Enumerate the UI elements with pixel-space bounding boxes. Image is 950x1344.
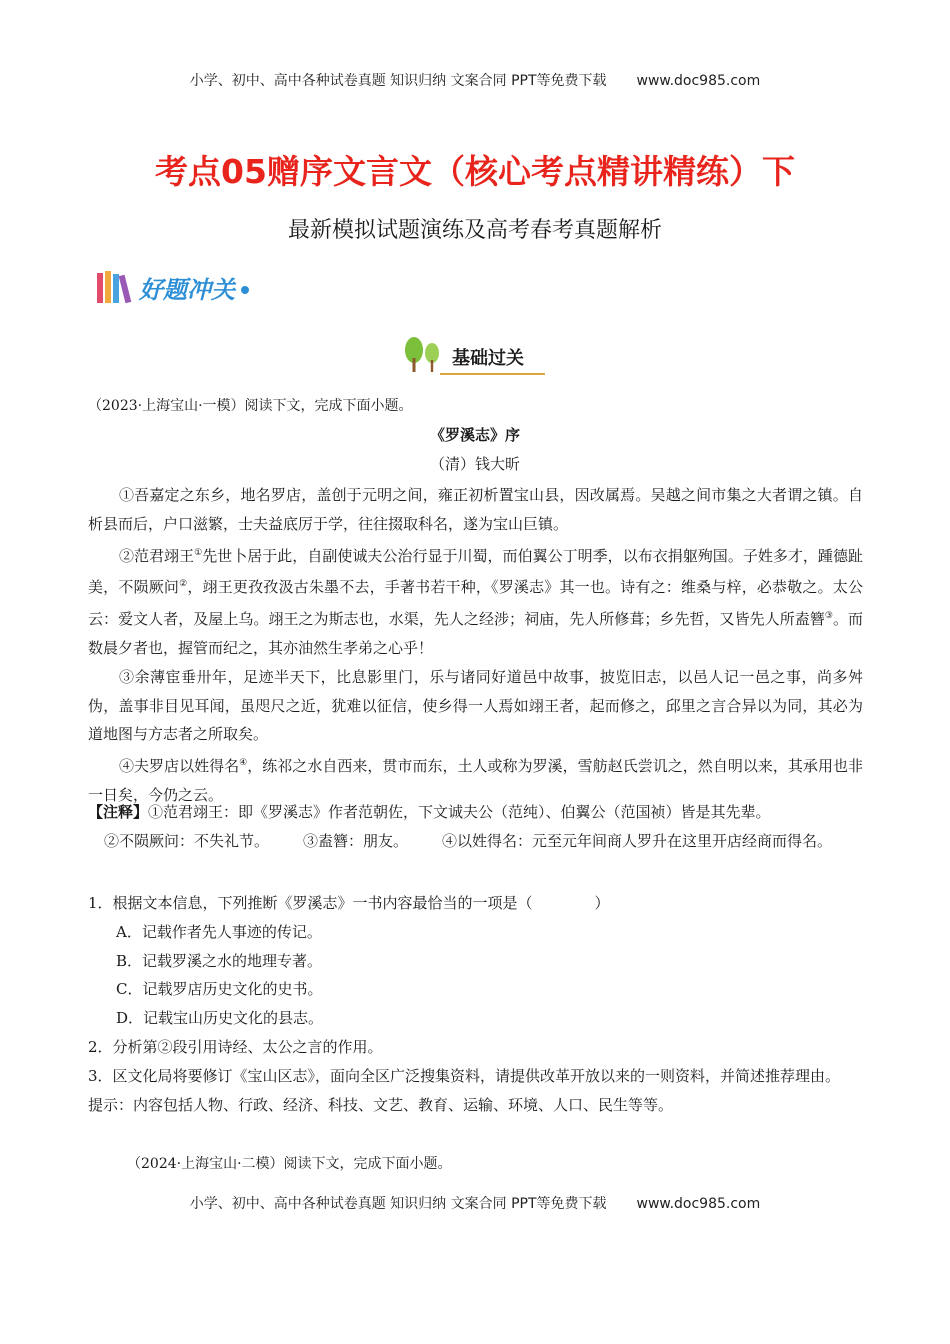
option-b: B．记载罗溪之水的地理专著。 <box>116 951 323 970</box>
section-underline <box>440 373 545 375</box>
footnote-mark: ④ <box>239 758 248 769</box>
next-question-intro: （2024·上海宝山·二模）阅读下文，完成下面小题。 <box>127 1156 452 1172</box>
question-2: 2．分析第②段引用诗经、太公之言的作用。 <box>88 1037 383 1056</box>
badge-dot <box>241 286 249 294</box>
question-1: 1．根据文本信息，下列推断《罗溪志》一书内容最恰当的一项是（ ） <box>88 894 610 912</box>
notes-label: 【注释】 <box>88 803 149 821</box>
badge-label: 好题冲关 <box>139 275 235 304</box>
page-footer <box>0 1193 950 1213</box>
passage-paragraph-1: ①吾嘉定之东乡，地名罗店，盖创于元明之间，雍正初析置宝山县，因改属焉。吴越之间市集之大者谓之镇。自析县而后，户口滋繁，士夫益底厉于学，往往掇取科名，遂为宝山巨镇。 <box>88 486 863 533</box>
section-heading <box>400 336 550 376</box>
section-label: 基础过关 <box>452 348 524 369</box>
page-subtitle: 最新模拟试题演练及高考春考真题解析 <box>287 218 662 243</box>
passage-paragraph-4: ④夫罗店以姓得名④，练祁之水自西来，贯市而东，土人或称为罗溪，雪舫赵氏尝讥之，然自明以来，其承用也非一日矣，今仍之云。 <box>88 757 863 804</box>
header-site-link[interactable]: www.doc985.com <box>636 73 761 89</box>
footnote-mark: ② <box>179 579 188 590</box>
option-a: A．记载作者先人事迹的传记。 <box>116 922 322 941</box>
footnote-mark: ③ <box>824 611 833 622</box>
passage-title: 《罗溪志》序 <box>429 426 520 444</box>
trees-icon <box>400 336 446 374</box>
option-d: D．记载宝山历史文化的县志。 <box>116 1009 324 1028</box>
page-title: 考点05赠序文言文（核心考点精讲精练）下 <box>155 152 795 191</box>
option-c: C．记载罗店历史文化的史书。 <box>116 980 323 999</box>
passage-paragraph-2: ②范君翊王①先世卜居于此，自副使诚夫公治行显于川蜀，而伯翼公丁明季，以布衣捐躯殉国。子姓多才，踵德趾美，不陨厥问②，翊王更孜孜汲古朱墨不去，手著书若干种，《罗溪志》其一也。诗有之：维桑与梓，必恭敬之。太公云：爱文人者，及屋上乌。翊王之为斯志也，水渠，先人之经涉；祠庙，先人所修葺；乡先哲，又皆先人所盍簪③。而数晨夕者也，握管而纪之，其亦油然生孝弟之心乎！ <box>88 546 863 657</box>
question-intro: （2023·上海宝山·一模）阅读下文，完成下面小题。 <box>88 398 413 414</box>
footnote-mark: ① <box>194 547 203 558</box>
passage-paragraph-3: ③余薄宦垂卅年，足迹半天下，比息影里门，乐与诸同好道邑中故事，披览旧志，以邑人记一邑之事，尚多舛伪，盖事非目见耳闻，虽咫尺之近，犹难以征信，使乡得一人焉如翊王者，起而修之，邱里之言合异以为同，其必为道地图与方志者之所取矣。 <box>88 667 863 744</box>
note-2-4: ②不陨厥问：不失礼节。 ③盍簪：朋友。 ④以姓得名：元至元年间商人罗升在这里开店经商而得名。 <box>104 831 833 850</box>
footer-text: 小学、初中、高中各种试卷真题 知识归纳 文案合同 PPT等免费下载 <box>189 1196 607 1212</box>
question-3-hint: 提示：内容包括人物、行政、经济、科技、文艺、教育、运输、环境、人口、民生等等。 <box>88 1095 674 1114</box>
notes-block <box>88 798 863 856</box>
footer-site-link[interactable]: www.doc985.com <box>636 1196 761 1212</box>
page-header <box>0 70 950 90</box>
header-text: 小学、初中、高中各种试卷真题 知识归纳 文案合同 PPT等免费下载 <box>189 73 607 89</box>
note-1: 【注释】①范君翊王：即《罗溪志》作者范朝佐，下文诚夫公（范纯）、伯翼公（范国祯）皆是其先辈。 <box>88 803 771 821</box>
questions-block <box>88 889 863 1119</box>
passage-body <box>88 481 863 810</box>
books-icon <box>95 269 135 305</box>
good-questions-badge <box>95 267 249 307</box>
passage-author: （清）钱大昕 <box>429 455 520 473</box>
question-3: 3．区文化局将要修订《宝山区志》，面向全区广泛搜集资料，请提供改革开放以来的一则资料，并简述推荐理由。 <box>88 1066 841 1085</box>
